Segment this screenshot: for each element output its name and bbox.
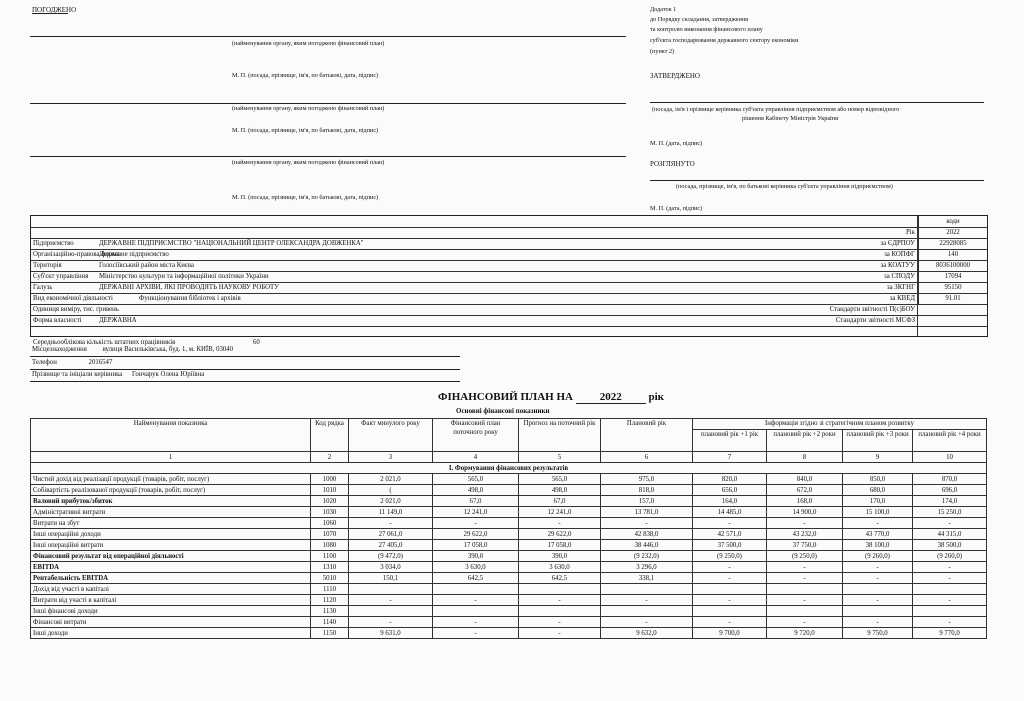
cell-y2: - — [767, 573, 843, 584]
identity-code-label: за КОПФГ — [884, 251, 915, 258]
cell-y4: 9 770,0 — [913, 628, 987, 639]
cell-y1: - — [693, 573, 767, 584]
cell-planned: 13 781,0 — [601, 507, 693, 518]
cell-code: 1030 — [311, 507, 349, 518]
cell-name: Інші операційні доходи — [31, 529, 311, 540]
cell-y1: 656,0 — [693, 485, 767, 496]
header-strategic: Інформація згідно зі стратегічним планом розвитку — [693, 419, 987, 430]
table-row — [31, 562, 987, 573]
cell-code: 1060 — [311, 518, 349, 529]
codes-label: коди — [918, 216, 987, 227]
cell-y4: 870,0 — [913, 474, 987, 485]
phone-line — [32, 359, 112, 366]
identity-code-value: 95150 — [918, 282, 987, 293]
section-title: І. Формування фінансових результатів — [31, 463, 987, 474]
address-label: Місцезнаходження — [32, 346, 87, 353]
cell-code: 1310 — [311, 562, 349, 573]
cell-forecast: 642,5 — [519, 573, 601, 584]
cell-y2 — [767, 584, 843, 595]
cell-y2: - — [767, 562, 843, 573]
annex-line-3: та контролю виконання фінансового плану — [650, 26, 763, 33]
cell-name: Чистий дохід від реалізації продукції (товарів, робіт, послуг) — [31, 474, 311, 485]
cell-y3: - — [843, 573, 913, 584]
plan-title-suffix: рік — [648, 391, 665, 403]
cell-y2: - — [767, 617, 843, 628]
mp-caption-1: М. П. (посада, прізвище, ім'я, по батькові, дата, підпис) — [232, 72, 379, 79]
org-caption-3: (найменування органу, яким погоджено фінансовий план) — [232, 159, 385, 166]
identity-code-value: 8036100000 — [918, 260, 987, 271]
cell-name: Витрати від участі в капіталі — [31, 595, 311, 606]
cell-fact: 11 149,0 — [349, 507, 433, 518]
cell-y4: (9 260,0) — [913, 551, 987, 562]
cell-y2: - — [767, 595, 843, 606]
cell-code: 1120 — [311, 595, 349, 606]
cell-y4: 174,0 — [913, 496, 987, 507]
cell-fact: 2 021,0 — [349, 474, 433, 485]
cell-y1: 164,0 — [693, 496, 767, 507]
cell-code: 1080 — [311, 540, 349, 551]
cell-planned: 3 296,0 — [601, 562, 693, 573]
cell-planned — [601, 584, 693, 595]
cell-fin-plan — [433, 606, 519, 617]
cell-y1: 9 700,0 — [693, 628, 767, 639]
org-caption-2: (найменування органу, яким погоджено фінансовий план) — [232, 105, 385, 112]
plan-title-prefix: ФІНАНСОВИЙ ПЛАН НА — [438, 391, 573, 403]
identity-row-label: Підприємство — [33, 240, 74, 247]
cell-fin-plan: 29 622,0 — [433, 529, 519, 540]
cell-y1: - — [693, 562, 767, 573]
annex-line-4: суб'єкта господарювання державного сектору економіки — [650, 37, 799, 44]
rozglianuto-label: РОЗГЛЯНУТО — [650, 160, 695, 168]
cell-code: 1140 — [311, 617, 349, 628]
table-row — [31, 518, 987, 529]
header-forecast: Прогноз на поточний рік — [519, 419, 601, 452]
cell-code: 1000 — [311, 474, 349, 485]
identity-code-label: за СПОДУ — [884, 273, 915, 280]
cell-code: 1070 — [311, 529, 349, 540]
cell-fact: 3 034,0 — [349, 562, 433, 573]
cell-fact: - — [349, 518, 433, 529]
cell-fact: 2 021,0 — [349, 496, 433, 507]
cell-name: Фінансовий результат від операційної діяльності — [31, 551, 311, 562]
cell-planned: 157,0 — [601, 496, 693, 507]
column-number: 10 — [913, 452, 987, 463]
cell-y3 — [843, 584, 913, 595]
cell-y2 — [767, 606, 843, 617]
table-row — [31, 474, 987, 485]
table-row — [31, 485, 987, 496]
identity-row-label: Вид економічної діяльності — [33, 295, 113, 302]
cell-y3: 43 770,0 — [843, 529, 913, 540]
cell-planned: - — [601, 595, 693, 606]
column-number: 9 — [843, 452, 913, 463]
identity-row-label: Організаційно-правова форма — [33, 251, 120, 258]
employees-label: Середньооблікова кількість штатних працівників — [33, 339, 176, 346]
cell-forecast — [519, 606, 601, 617]
cell-y3: (9 260,0) — [843, 551, 913, 562]
cell-fin-plan: - — [433, 628, 519, 639]
cell-fin-plan: 67,0 — [433, 496, 519, 507]
cell-code: 1130 — [311, 606, 349, 617]
cell-y2: 672,0 — [767, 485, 843, 496]
cell-forecast: - — [519, 617, 601, 628]
identity-code-value: 140 — [918, 249, 987, 260]
column-number: 5 — [519, 452, 601, 463]
cell-y3: 170,0 — [843, 496, 913, 507]
cell-fin-plan: - — [433, 617, 519, 628]
cell-forecast — [519, 584, 601, 595]
identity-code-label: Стандарти звітності МСФЗ — [835, 317, 915, 324]
cell-code: 5010 — [311, 573, 349, 584]
cell-y3: 38 100,0 — [843, 540, 913, 551]
identity-code-value: 17094 — [918, 271, 987, 282]
cell-y4: - — [913, 518, 987, 529]
column-number: 1 — [31, 452, 311, 463]
cell-fin-plan: 498,0 — [433, 485, 519, 496]
cell-code: 1100 — [311, 551, 349, 562]
employees-value: 60 — [253, 339, 260, 346]
cell-fact: 150,1 — [349, 573, 433, 584]
identity-code-value: 22928085 — [918, 238, 987, 249]
cell-name: EBITDA — [31, 562, 311, 573]
cell-forecast: - — [519, 518, 601, 529]
cell-forecast: 12 241,0 — [519, 507, 601, 518]
approver-caption-2: рішення Кабінету Міністрів України — [742, 115, 839, 122]
org-caption-1: (найменування органу, яким погоджено фінансовий план) — [232, 40, 385, 47]
cell-fact: - — [349, 617, 433, 628]
approver-caption-1: (посада, ім'я і прізвище керівника суб'єкта управління підприємством або номер відповідного — [652, 106, 900, 113]
identity-row-value: ДЕРЖАВНІ АРХІВИ, ЯКІ ПРОВОДЯТЬ НАУКОВУ РОБОТУ — [99, 284, 279, 291]
identity-row-value: Державне підприємство — [99, 251, 169, 258]
cell-code: 1010 — [311, 485, 349, 496]
cell-y4 — [913, 606, 987, 617]
identity-row-value: Міністерство культури та інформаційної політики України — [99, 273, 269, 280]
cell-forecast: 29 622,0 — [519, 529, 601, 540]
cell-code: 1020 — [311, 496, 349, 507]
plan-subtitle: Основні фінансові показники — [456, 407, 550, 415]
cell-planned: 338,1 — [601, 573, 693, 584]
column-number: 6 — [601, 452, 693, 463]
cell-fin-plan: 12 241,0 — [433, 507, 519, 518]
header-fact: Факт минулого року — [349, 419, 433, 452]
header-y1: плановий рік +1 рік — [693, 430, 767, 452]
column-number: 8 — [767, 452, 843, 463]
cell-y4: 44 315,0 — [913, 529, 987, 540]
cell-y2: - — [767, 518, 843, 529]
table-row — [31, 529, 987, 540]
table-row — [31, 507, 987, 518]
identity-code-label: Стандарти звітності П(с)БОУ — [829, 306, 915, 313]
cell-planned: 975,0 — [601, 474, 693, 485]
head-label: Прізвище та ініціали керівника — [32, 371, 123, 378]
identity-row-value: ДЕРЖАВНА — [99, 317, 137, 324]
cell-y4: - — [913, 595, 987, 606]
identity-code-label: за КОАТУУ — [880, 262, 915, 269]
cell-forecast: - — [519, 628, 601, 639]
column-number: 7 — [693, 452, 767, 463]
cell-fact: 27 061,0 — [349, 529, 433, 540]
mp-caption-2: М. П. (посада, прізвище, ім'я, по батькові, дата, підпис) — [232, 127, 379, 134]
cell-name: Фінансові витрати — [31, 617, 311, 628]
cell-planned: 42 838,0 — [601, 529, 693, 540]
table-row — [31, 617, 987, 628]
cell-fin-plan: 565,0 — [433, 474, 519, 485]
identity-row-label: Суб'єкт управління — [33, 273, 89, 280]
cell-y4: - — [913, 617, 987, 628]
cell-fact: ( — [349, 485, 433, 496]
cell-planned: - — [601, 617, 693, 628]
cell-y1: 820,0 — [693, 474, 767, 485]
cell-y2: 168,0 — [767, 496, 843, 507]
cell-forecast: 390,0 — [519, 551, 601, 562]
cell-y4 — [913, 584, 987, 595]
cell-y2: 14 900,0 — [767, 507, 843, 518]
identity-code-value: 91.01 — [918, 293, 987, 304]
cell-y4: - — [913, 562, 987, 573]
cell-name: Інші доходи — [31, 628, 311, 639]
cell-name: Собівартість реалізованої продукції (товарів, робіт, послуг) — [31, 485, 311, 496]
identity-row-label: Форма власності — [33, 317, 82, 324]
cell-fact: 27 405,0 — [349, 540, 433, 551]
header-name: Найменування показника — [31, 419, 311, 452]
phone-value: 2016547 — [88, 359, 113, 366]
cell-y1: 37 500,0 — [693, 540, 767, 551]
mp-caption-3: М. П. (посада, прізвище, ім'я, по батькові, дата, підпис) — [232, 194, 379, 201]
cell-y3 — [843, 606, 913, 617]
cell-y1: (9 250,0) — [693, 551, 767, 562]
table-row — [31, 496, 987, 507]
cell-y4: 38 500,0 — [913, 540, 987, 551]
table-row — [31, 595, 987, 606]
identity-code-label: за КВЕД — [889, 295, 915, 302]
cell-fact: (9 472,0) — [349, 551, 433, 562]
identity-code-label: за ЗКГНГ — [886, 284, 915, 291]
cell-name: Рентабельність EBITDA — [31, 573, 311, 584]
cell-forecast: 67,0 — [519, 496, 601, 507]
mp-date-2: М. П. (дата, підпис) — [650, 205, 703, 212]
cell-planned: 38 446,0 — [601, 540, 693, 551]
cell-y3: - — [843, 562, 913, 573]
table-row — [31, 551, 987, 562]
plan-title-year: 2022 — [576, 391, 646, 404]
annex-line-5: (пункт 2) — [650, 48, 675, 55]
identity-code-label: за ЄДРПОУ — [880, 240, 915, 247]
cell-y4: - — [913, 573, 987, 584]
cell-y1: 14 485,0 — [693, 507, 767, 518]
header-planned: Плановий рік — [601, 419, 693, 452]
mp-date-1: М. П. (дата, підпис) — [650, 140, 703, 147]
table-row — [31, 628, 987, 639]
header-y4: плановий рік +4 роки — [913, 430, 987, 452]
cell-y1: - — [693, 518, 767, 529]
cell-y2: 43 232,0 — [767, 529, 843, 540]
identity-row-label: Одиниця виміру, тис. гривень — [33, 306, 119, 313]
cell-planned: 818,0 — [601, 485, 693, 496]
cell-fin-plan: - — [433, 518, 519, 529]
cell-code: 1150 — [311, 628, 349, 639]
cell-name: Дохід від участі в капіталі — [31, 584, 311, 595]
identity-row-value: Функціонування бібліотек і архівів — [139, 295, 241, 302]
header-y2: плановий рік +2 роки — [767, 430, 843, 452]
head-value: Гончарук Олена Юріївна — [132, 371, 205, 378]
cell-y1 — [693, 584, 767, 595]
identity-row-label: Територія — [33, 262, 62, 269]
phone-label: Телефон — [32, 359, 57, 366]
header-y3: плановий рік +3 роки — [843, 430, 913, 452]
cell-y2: 9 720,0 — [767, 628, 843, 639]
cell-y1: - — [693, 595, 767, 606]
table-row — [31, 606, 987, 617]
address-value: вулиця Васильківська, буд. 1, м. КИЇВ, 03040 — [102, 346, 234, 353]
header-fin-plan: Фінансовий план поточного року — [433, 419, 519, 452]
cell-name: Витрати на збут — [31, 518, 311, 529]
column-number: 3 — [349, 452, 433, 463]
cell-y4: 15 250,0 — [913, 507, 987, 518]
cell-forecast: 565,0 — [519, 474, 601, 485]
reviewer-caption: (посада, прізвище, ім'я, по батькові керівника суб'єкта управління підприємством) — [676, 183, 893, 190]
cell-forecast: 17 058,0 — [519, 540, 601, 551]
cell-y3: 15 100,0 — [843, 507, 913, 518]
cell-y1: 42 571,0 — [693, 529, 767, 540]
cell-planned: 9 632,0 — [601, 628, 693, 639]
cell-y1: - — [693, 617, 767, 628]
cell-fin-plan: 390,0 — [433, 551, 519, 562]
identity-row — [31, 315, 987, 327]
plan-title — [438, 391, 664, 404]
cell-fin-plan: 642,5 — [433, 573, 519, 584]
table-row — [31, 573, 987, 584]
financial-plan-table — [30, 418, 987, 639]
year-label: Рік — [906, 229, 915, 236]
cell-y3: - — [843, 595, 913, 606]
cell-y3: - — [843, 518, 913, 529]
cell-y4: 696,0 — [913, 485, 987, 496]
cell-fin-plan — [433, 584, 519, 595]
cell-code: 1110 — [311, 584, 349, 595]
cell-fact — [349, 584, 433, 595]
cell-forecast: 498,0 — [519, 485, 601, 496]
cell-fact: 9 631,0 — [349, 628, 433, 639]
cell-fin-plan: 3 630,0 — [433, 562, 519, 573]
column-numbers-row — [31, 452, 987, 463]
cell-forecast: - — [519, 595, 601, 606]
cell-fact — [349, 606, 433, 617]
cell-y2: (9 250,0) — [767, 551, 843, 562]
annex-line-2: до Порядку складання, затвердження — [650, 16, 748, 23]
header-code: Код рядка — [311, 419, 349, 452]
cell-y2: 37 750,0 — [767, 540, 843, 551]
cell-y3: 680,0 — [843, 485, 913, 496]
column-number: 2 — [311, 452, 349, 463]
cell-name: Валовий прибуток/збиток — [31, 496, 311, 507]
cell-name: Інші фінансові доходи — [31, 606, 311, 617]
cell-y1 — [693, 606, 767, 617]
identity-row-label: Галузь — [33, 284, 53, 291]
zatverdzheno-label: ЗАТВЕРДЖЕНО — [650, 72, 700, 80]
cell-forecast: 3 630,0 — [519, 562, 601, 573]
cell-name: Інші операційні витрати — [31, 540, 311, 551]
table-row — [31, 584, 987, 595]
column-number: 4 — [433, 452, 519, 463]
cell-name: Адміністративні витрати — [31, 507, 311, 518]
table-row — [31, 540, 987, 551]
cell-planned: - — [601, 518, 693, 529]
annex-line-1: Додаток 1 — [650, 6, 677, 13]
pogodzheno-label: ПОГОДЖЕНО — [32, 6, 77, 14]
cell-planned: (9 232,0) — [601, 551, 693, 562]
address-line — [32, 346, 233, 353]
cell-y2: 840,0 — [767, 474, 843, 485]
cell-fact: - — [349, 595, 433, 606]
section-row — [31, 463, 987, 474]
cell-fin-plan: 17 058,0 — [433, 540, 519, 551]
identity-row-value: Голосіївський район міста Києва — [99, 262, 194, 269]
year-value: 2022 — [918, 227, 987, 238]
cell-planned — [601, 606, 693, 617]
cell-fin-plan: - — [433, 595, 519, 606]
cell-y3: 850,0 — [843, 474, 913, 485]
identity-row-value: ДЕРЖАВНЕ ПІДПРИЄМСТВО "НАЦІОНАЛЬНИЙ ЦЕНТР ОЛЕКСАНДРА ДОВЖЕНКА" — [99, 240, 364, 247]
cell-y3: 9 750,0 — [843, 628, 913, 639]
cell-y3: - — [843, 617, 913, 628]
identity-block — [30, 215, 988, 346]
head-line — [32, 371, 204, 378]
